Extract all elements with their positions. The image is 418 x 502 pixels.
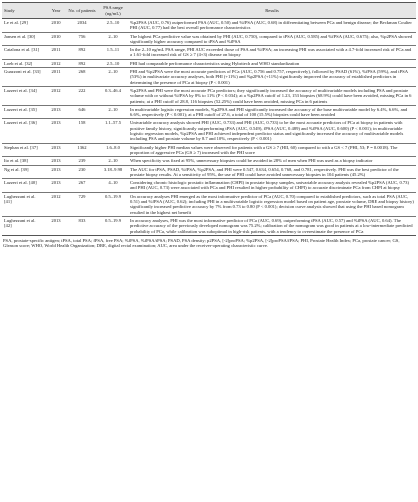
header-results: Results — [128, 3, 416, 19]
cell-year: 2011 — [46, 46, 66, 60]
cell-year: 2013 — [46, 165, 66, 179]
cell-study: Ng et al. [39] — [2, 165, 46, 179]
cell-psa-range: 0.5–19.9 — [98, 192, 128, 216]
cell-no-of-patients: 892 — [66, 59, 98, 67]
cell-year: 2013 — [46, 105, 66, 119]
cell-results: In multivariable logistic regression models, %p2PSA and PHI significantly increased the accuracy of the base multivariable model by 6.4%, 6.6%, and 6.6%, respectively (P < 0.001); at a PHI cutoff of 27.6, a total of 100 (15.5%) biopsies could have been avoided — [128, 105, 416, 119]
cell-year: 2013 — [46, 157, 66, 165]
cell-no-of-patients: 267 — [66, 179, 98, 193]
cell-no-of-patients: 892 — [66, 46, 98, 60]
cell-results: Considering chronic histologic prostatic inflammation (CHPI) in prostate biopsy samples, univariable accuracy analysis revealed %p2PSA (AUC, 0.73) and PHI (AUC, 0.73) were associated with PCa and PHI resulted in higher probability of CHPI) to accurate discriminate PCa from CHPI at biopsy — [128, 179, 416, 193]
cell-study: Lughezzani et al. [41] — [2, 192, 46, 216]
cell-year: 2013 — [46, 216, 66, 235]
cell-no-of-patients: 268 — [66, 68, 98, 87]
table-row — [2, 216, 416, 235]
cell-results: PHI had comparable performance characteristics using Hybritech and WHO standardization — [128, 59, 416, 67]
cell-psa-range: 2–10 — [98, 157, 128, 165]
table-row — [2, 179, 416, 193]
table-row — [2, 157, 416, 165]
table-footnote: PSA, prostate-specific antigen; tPSA, total PSA; fPSA, free PSA; %fPSA, %fPSA/tPSA; PSAD, PSA density; p2PSA, [-2]proPSA; %p2PSA, [-2]proPSA/fPSA; PHI, Prostate Health Index; PCa, prostate cancer; GS, Gleason score; WHO, World Health Organization; DRE, digital rectal examination; AUC, area under the receiver-operating characteristic curve. — [3, 237, 400, 249]
cell-psa-range: 2.5–10 — [98, 19, 128, 33]
cell-psa-range: 1.6–8.0 — [98, 143, 128, 157]
cell-psa-range: 2–10 — [98, 68, 128, 87]
cell-year: 2012 — [46, 86, 66, 105]
cell-study: Lazzeri et al. [34] — [2, 86, 46, 105]
cell-results: The AUC for tPSA, PSAD, %fPSA, %p2PSA, and PHI were 0.547, 0.634, 0.654, 0.768, and 0.781, respectively. PHI was the best predictor of the prostate biopsy results. At a sensitivity of 95%, the use of PHI could have avoided unnecessary biopsies in 104 patients (45.2%) — [128, 165, 416, 179]
cell-psa-range: 2–10 — [98, 105, 128, 119]
cell-results: In accuracy analyses, PHI was the most informative predictor of PCa (AUC, 0.69), outperforming tPSA (AUC, 0.57) and %fPSA (AUC, 0.64). The predictive accuracy of the previously developed nomogram was 75.2%; calibration of the nomogram was good in patients at a low-intermediate predicted probability of PCa, while calibration was suboptimal in high-risk patients, with a tendency to overestimate the presence of PCa — [128, 216, 416, 235]
cell-year: 2013 — [46, 119, 66, 143]
header-no-of-patients: No. of patients — [66, 3, 98, 19]
cell-psa-range: 1.1–57.5 — [98, 119, 128, 143]
cell-results: Univariable accuracy analysis showed PHI (AUC, 0.733) and PHI (AUC, 0.733) to be the most accurate predictors of PCa at biopsy in patients with positive family history, significantly outperforming tPSA (AUC, 0.549), fPSA (AUC, 0.489) and %fPSA (AUC, 0.600) (P < 0.001); in multivariable logistic regression models, %p2PSA and PHI achieved independent predictor status and significantly increased the accuracy of multivariable models including PSA and prostate volume by 8.7 and 10%, respectively (P < 0.001) — [128, 119, 416, 143]
cell-psa-range: 2–10 — [98, 32, 128, 46]
cell-year: 2013 — [46, 179, 66, 193]
cell-no-of-patients: 239 — [66, 157, 98, 165]
cell-study: Loeb et al. [32] — [2, 59, 46, 67]
cell-psa-range: 4–10 — [98, 179, 128, 193]
table-row — [2, 105, 416, 119]
cell-psa-range: 0.3–46.4 — [98, 86, 128, 105]
cell-results: %p2PSA and PHI were the most accurate PCa predictors; they significantly increased the accuracy of multivariable models including PSA and prostate volume with or without %fPSA by 8% to 11% (P < 0.034); at a %p2PSA cutoff of 1.23, 153 biopsies (68.9%) could have been avoided, missing PCa in 6 patients; at a PHI cutoff of 28.8, 116 biopsies (52.25%) could have been avoided, missing PCa in 6 patients — [128, 86, 416, 105]
cell-year: 2010 — [46, 32, 66, 46]
table-header — [2, 3, 416, 19]
table-row — [2, 86, 416, 105]
cell-year: 2010 — [46, 19, 66, 33]
cell-study: Lazzeri et al. [36] — [2, 119, 46, 143]
cell-no-of-patients: 158 — [66, 119, 98, 143]
cell-study: Le et al. [29] — [2, 19, 46, 33]
cell-study: Lazzeri et al. [40] — [2, 179, 46, 193]
cell-results: Significantly higher PHI median values were observed for patients with a GS ≥ 7 (HII, 60) compared to with a GS < 7 (PHI, 53; P = 0.0018). The proportion of aggressive PCa (GS ≥ 7) increased with the PHI score — [128, 143, 416, 157]
cell-no-of-patients: 646 — [66, 105, 98, 119]
cell-results: %p2PSA (AUC, 0.76) outperformed PSA (AUC, 0.50) and %fPSA (AUC, 0.68) in differentiating between PCa and benign disease; the Beckman Coulter PHI (AUC, 0.77) had the best overall performance characteristics — [128, 19, 416, 33]
table-row — [2, 46, 416, 60]
cell-no-of-patients: 833 — [66, 216, 98, 235]
cell-year: 2011 — [46, 68, 66, 87]
cell-psa-range: 2.5–10 — [98, 59, 128, 67]
cell-study: Guazzoni et al. [33] — [2, 68, 46, 87]
header-psa-range: PSA range (ng/mL) — [98, 3, 128, 19]
table-row — [2, 143, 416, 157]
cell-results: PHI and %p2PSA were the most accurate predictors of PCa (AUC, 0.756 and 0.757, respectively), followed by PSAD (61%), %fPSA (59%), and tPSA (53%) in multivariate accuracy analyses, both PHI (+11%) and %p2PSA (+11%) significantly improved the accuracy of established predictors in determining the presence of PCa at biopsy (P < 0.001) — [128, 68, 416, 87]
cell-no-of-patients: 2034 — [66, 19, 98, 33]
table-row — [2, 68, 416, 87]
table-row — [2, 59, 416, 67]
cell-study: Lughezzani et al. [42] — [2, 216, 46, 235]
studies-table — [2, 2, 416, 236]
cell-no-of-patients: 729 — [66, 192, 98, 216]
cell-study: Catalona et al. [31] — [2, 46, 46, 60]
cell-psa-range: 1.5–11 — [98, 46, 128, 60]
cell-study: Jansen et al. [30] — [2, 32, 46, 46]
header-study: Study — [2, 3, 46, 19]
cell-study: Ito et al. [38] — [2, 157, 46, 165]
table-body — [2, 19, 416, 236]
cell-results: When specificity was fixed at 95%, unnecessary biopsies could be avoided in 28% of men when PHI was used as a biopsy indicator — [128, 157, 416, 165]
cell-results: On accuracy analyses PHI emerged as the most informative predictor of PCa (AUC, 0.70) compared to established predictors, such as total PSA (AUC, 0.51) and %fPSA (AUC, 0.62); including PHI in a multivariable logistic regression model based on patient age, prostate volume, DRE and biopsy history) significantly increased predictive accuracy by 7% from 0.73 to 0.80 (P < 0.001); decision curve analysis showed that using the PHI based nomogram resulted in the highest net benefit — [128, 192, 416, 216]
cell-no-of-patients: 756 — [66, 32, 98, 46]
cell-no-of-patients: 1362 — [66, 143, 98, 157]
table-row — [2, 192, 416, 216]
header-year: Year — [46, 3, 66, 19]
cell-study: Lazzeri et al. [35] — [2, 105, 46, 119]
header-row — [2, 3, 416, 19]
cell-no-of-patients: 230 — [66, 165, 98, 179]
cell-psa-range: 3.18–9.98 — [98, 165, 128, 179]
table-row — [2, 32, 416, 46]
table-row — [2, 165, 416, 179]
cell-year: 2012 — [46, 192, 66, 216]
table-row — [2, 19, 416, 33]
cell-year: 2012 — [46, 59, 66, 67]
cell-study: Stephan et al. [37] — [2, 143, 46, 157]
cell-psa-range: 0.5–19.9 — [98, 216, 128, 235]
cell-results: The highest PCa predictive value was obtained by PHI (AUC, 0.750), compared to tPSA (AUC, 0.585) and %fPSA (AUC, 0.675); also, %p2PSA showed significantly higher accuracy compared to tPSA and %fPSA — [128, 32, 416, 46]
cell-results: In the 2–10 ng/mL PSA range, PHI AUC exceeded those of PSA and %fPSA; an increasing PHI was associated with a 4.7-fold increased risk of PCa and a 1.61-fold increased risk of GS ≥ 7 (4+3) disease on biopsy — [128, 46, 416, 60]
cell-year: 2013 — [46, 143, 66, 157]
cell-no-of-patients: 222 — [66, 86, 98, 105]
table-row — [2, 119, 416, 143]
